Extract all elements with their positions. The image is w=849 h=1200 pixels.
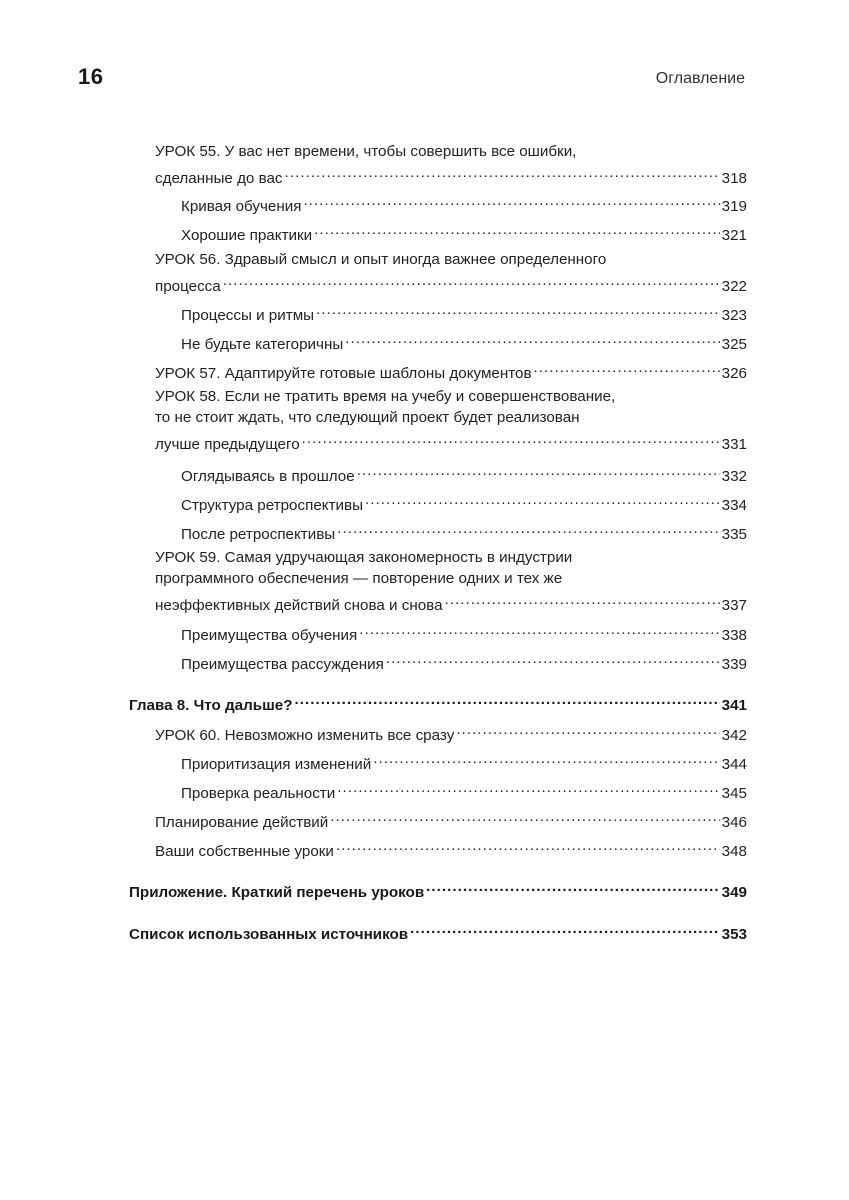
toc-page-number: 345: [721, 785, 747, 802]
toc-entry: [155, 386, 747, 455]
toc-page-number: 326: [721, 365, 747, 382]
toc-entry-leader-line: [155, 835, 747, 862]
toc-page-number: 335: [721, 526, 747, 543]
dot-leader: [534, 357, 720, 378]
toc-entry: [155, 357, 747, 384]
toc-entry-title: Не будьте категоричны: [181, 336, 344, 353]
toc-entry-title: Преимущества рассуждения: [181, 656, 384, 673]
toc-page-number: 325: [721, 336, 747, 353]
toc-entry-title: Структура ретроспективы: [181, 497, 364, 514]
dot-leader: [316, 299, 720, 320]
toc-page-number: 339: [721, 656, 747, 673]
dot-leader: [365, 489, 720, 510]
toc-page-number: 318: [721, 170, 747, 187]
toc-page-number: 346: [721, 814, 747, 831]
dot-leader: [345, 328, 719, 349]
dot-leader: [359, 619, 719, 640]
dot-leader: [426, 876, 719, 897]
toc-entry-leader-line: [181, 619, 747, 646]
toc-entry-title: Планирование действий: [155, 814, 329, 831]
toc-entry: [129, 918, 747, 945]
toc-entry: [181, 489, 747, 516]
toc-entry-leader-line: [155, 719, 747, 746]
dot-leader: [302, 428, 720, 449]
toc-entry: [181, 299, 747, 326]
toc-entry: [155, 806, 747, 833]
toc-entry-title: УРОК 57. Адаптируйте готовые шаблоны документов: [155, 365, 532, 382]
dot-leader: [336, 835, 720, 856]
toc-entry: [155, 719, 747, 746]
toc-page-number: 322: [721, 278, 747, 295]
dot-leader: [373, 748, 719, 769]
toc-entry-leader-line: [129, 918, 747, 945]
toc-page-number: 321: [721, 227, 747, 244]
toc-entry-title: Глава 8. Что дальше?: [129, 697, 293, 714]
toc-entry-title-line: УРОК 59. Самая удручающая закономерность в индустрии: [155, 549, 573, 566]
toc-entry-title: сделанные до вас: [155, 170, 283, 187]
toc-entry: [155, 835, 747, 862]
toc-page-number: 349: [721, 884, 747, 901]
toc-page-number: 348: [721, 843, 747, 860]
dot-leader: [314, 219, 720, 240]
toc-entry-title: Преимущества обучения: [181, 627, 358, 644]
toc-entry-title: Кривая обучения: [181, 198, 302, 215]
toc-entry-title: процесса: [155, 278, 221, 295]
toc-entry: [181, 648, 747, 675]
dot-leader: [330, 806, 719, 827]
toc-entry: [181, 748, 747, 775]
toc-entry-leader-line: [155, 806, 747, 833]
toc-entry-title: Приложение. Краткий перечень уроков: [129, 884, 425, 901]
running-header: Оглавление: [655, 70, 745, 87]
toc-entry-leader-line: [155, 428, 747, 455]
toc-entry-title: неэффективных действий снова и снова: [155, 597, 443, 614]
dot-leader: [285, 162, 720, 183]
toc-page-number: 341: [721, 697, 747, 714]
dot-leader: [295, 689, 720, 710]
dot-leader: [223, 270, 720, 291]
dot-leader: [410, 918, 720, 939]
toc-entry: [155, 249, 747, 297]
toc-entry-title: Оглядываясь в прошлое: [181, 468, 355, 485]
toc-entry-title-line: программного обеспечения — повторение одних и тех же: [155, 570, 563, 587]
toc-entry-leader-line: [181, 299, 747, 326]
toc-entry-title: Ваши собственные уроки: [155, 843, 334, 860]
toc-entry: [181, 460, 747, 487]
toc-page-number: 332: [721, 468, 747, 485]
toc-entry-title-line: УРОК 55. У вас нет времени, чтобы совершить все ошибки,: [155, 143, 577, 160]
toc-entry: [181, 219, 747, 246]
dot-leader: [337, 777, 719, 798]
toc-entry: [181, 619, 747, 646]
toc-page-number: 334: [721, 497, 747, 514]
toc-entry: [181, 328, 747, 355]
toc-entry-leader-line: [181, 518, 747, 545]
toc-page-number: 342: [721, 727, 747, 744]
toc-entry-leader-line: [181, 219, 747, 246]
toc-page-number: 323: [721, 307, 747, 324]
toc-entry-title: Хорошие практики: [181, 227, 313, 244]
toc-page-number: 353: [721, 926, 747, 943]
toc-entry: [155, 141, 747, 189]
dot-leader: [357, 460, 720, 481]
toc-entry-title-line: то не стоит ждать, что следующий проект будет реализован: [155, 409, 580, 426]
toc-entry-title-line: УРОК 58. Если не тратить время на учебу и совершенствование,: [155, 388, 616, 405]
toc-entry-title: После ретроспективы: [181, 526, 336, 543]
toc-page-number: 338: [721, 627, 747, 644]
toc-entry-leader-line: [181, 489, 747, 516]
toc-entry-leader-line: [181, 328, 747, 355]
toc-entry-title: Проверка реальности: [181, 785, 336, 802]
toc-entry-leader-line: [181, 460, 747, 487]
dot-leader: [337, 518, 719, 539]
dot-leader: [456, 719, 719, 740]
toc-entry-leader-line: [129, 876, 747, 903]
toc-entry-leader-line: [181, 648, 747, 675]
toc-entry-leader-line: [181, 777, 747, 804]
toc-page-number: 319: [721, 198, 747, 215]
dot-leader: [386, 648, 720, 669]
toc-entry-title: лучше предыдущего: [155, 436, 300, 453]
dot-leader: [303, 190, 719, 211]
toc-page-number: 337: [721, 597, 747, 614]
toc-page-number: 344: [721, 756, 747, 773]
toc-entry: [181, 518, 747, 545]
toc-page-number: 331: [721, 436, 747, 453]
toc-entry: [129, 689, 747, 716]
toc-entry-leader-line: [155, 589, 747, 616]
toc-entry: [181, 190, 747, 217]
dot-leader: [445, 589, 720, 610]
toc-entry-title: Список использованных источников: [129, 926, 409, 943]
toc-entry-title: УРОК 60. Невозможно изменить все сразу: [155, 727, 455, 744]
toc-entry: [155, 547, 747, 616]
toc-entry-leader-line: [181, 190, 747, 217]
toc-entry-title: Приоритизация изменений: [181, 756, 372, 773]
toc-entry-title-line: УРОК 56. Здравый смысл и опыт иногда важнее определенного: [155, 251, 607, 268]
toc-entry-leader-line: [181, 748, 747, 775]
page-number: 16: [78, 64, 104, 89]
toc-entry: [181, 777, 747, 804]
toc-entry: [129, 876, 747, 903]
toc-entry-leader-line: [155, 162, 747, 189]
toc-entry-leader-line: [129, 689, 747, 716]
toc-entry-leader-line: [155, 357, 747, 384]
toc-entry-leader-line: [155, 270, 747, 297]
toc-entry-title: Процессы и ритмы: [181, 307, 315, 324]
